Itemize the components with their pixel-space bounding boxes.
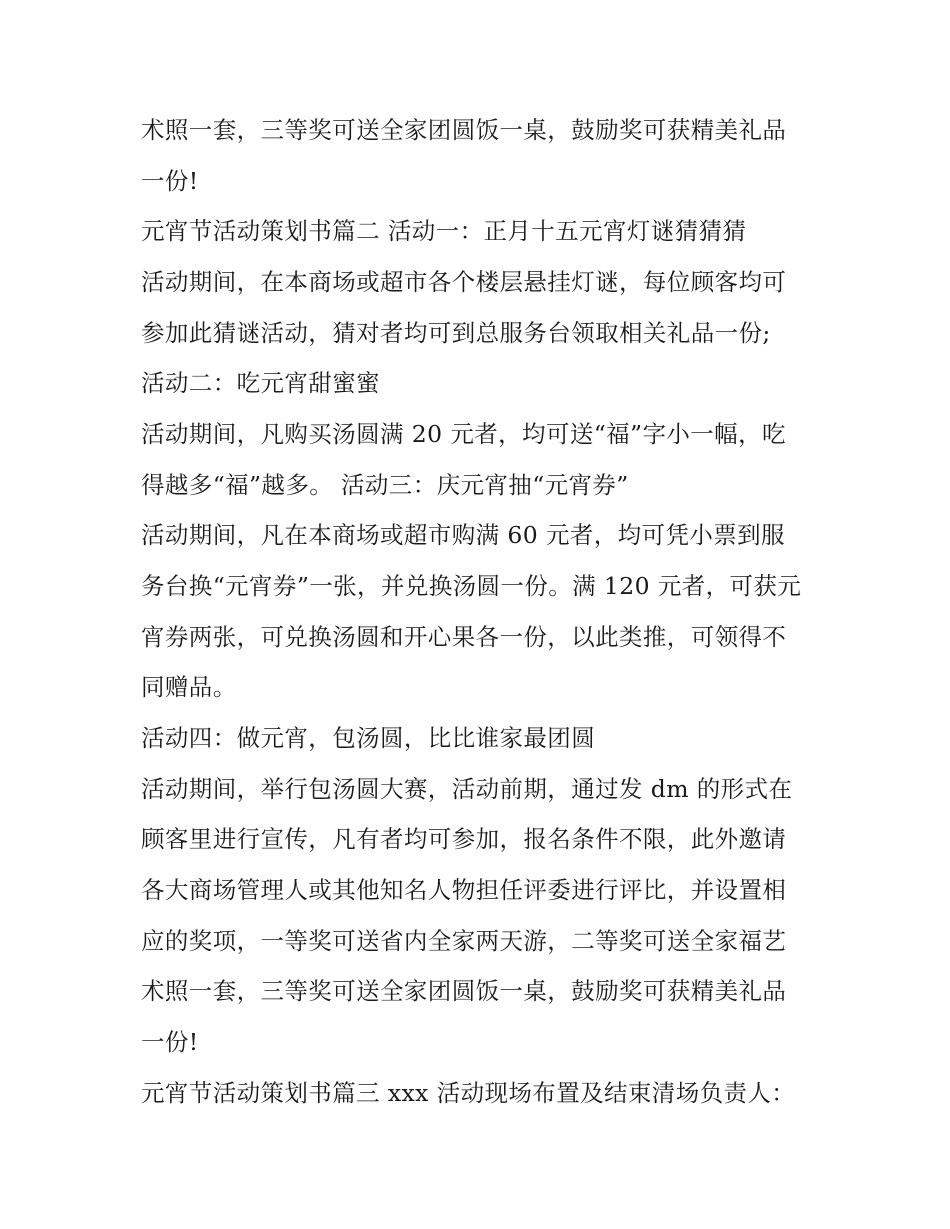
text-line: 同赠品。 — [141, 673, 237, 701]
text-line: 参加此猜谜活动，猜对者均可到总服务台领取相关礼品一份; — [141, 319, 771, 347]
text-line: 一份! — [141, 167, 199, 195]
text-line: 活动期间，凡购买汤圆满 20 元者，均可送“福”字小一幅，吃 — [141, 420, 786, 448]
text-line: 活动期间，在本商场或超市各个楼层悬挂灯谜，每位顾客均可 — [141, 268, 787, 296]
text-line: 应的奖项，一等奖可送省内全家两天游，二等奖可送全家福艺 — [141, 927, 787, 955]
text-line: 活动期间，举行包汤圆大赛，活动前期，通过发 dm 的形式在 — [141, 775, 793, 803]
text-line: 各大商场管理人或其他知名人物担任评委进行评比，并设置相 — [141, 876, 787, 904]
text-line: 术照一套，三等奖可送全家团圆饭一桌，鼓励奖可获精美礼品 — [141, 116, 787, 144]
text-line: 务台换“元宵券”一张，并兑换汤圆一份。满 120 元者，可获元 — [141, 572, 802, 600]
text-line: 得越多“福”越多。 活动三：庆元宵抽“元宵券” — [141, 471, 629, 499]
activity-heading: 活动四：做元宵，包汤圆，比比谁家最团圆 — [141, 724, 596, 752]
text-line: 顾客里进行宣传，凡有者均可参加，报名条件不限，此外邀请 — [141, 825, 787, 853]
activity-heading: 活动二：吃元宵甜蜜蜜 — [141, 369, 380, 397]
text-line: 宵券两张，可兑换汤圆和开心果各一份，以此类推，可领得不 — [141, 623, 787, 651]
text-line: 术照一套，三等奖可送全家团圆饭一桌，鼓励奖可获精美礼品 — [141, 977, 787, 1005]
section-heading: 元宵节活动策划书篇三 xxx 活动现场布置及结束清场负责人： — [141, 1079, 796, 1107]
text-line: 活动期间，凡在本商场或超市购满 60 元者，均可凭小票到服 — [141, 521, 785, 549]
text-line: 一份! — [141, 1028, 199, 1056]
section-heading: 元宵节活动策划书篇二 活动一：正月十五元宵灯谜猜猜猜 — [141, 217, 747, 245]
